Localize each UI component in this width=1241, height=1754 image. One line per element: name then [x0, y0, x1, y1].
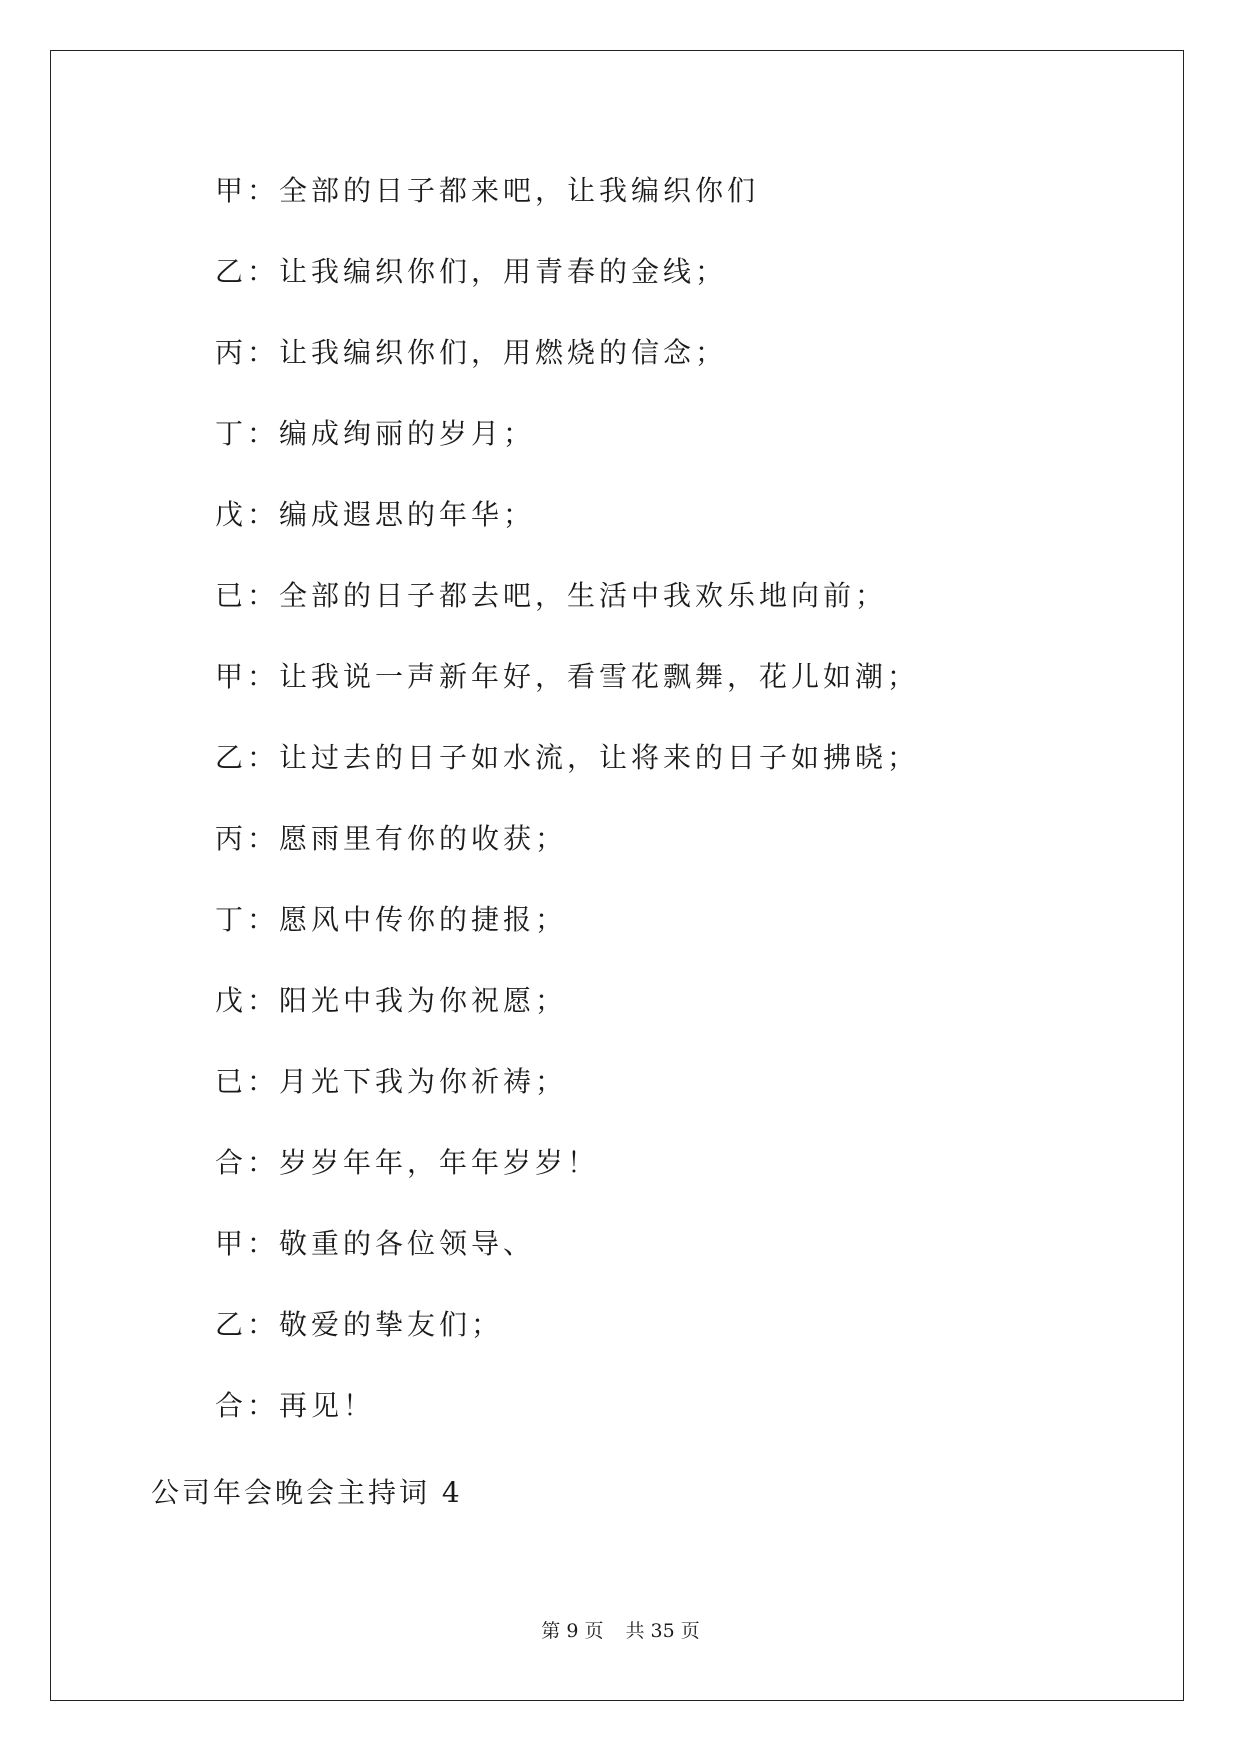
line-text: ：让我编织你们，用青春的金线；	[247, 255, 728, 288]
line-text: ：编成遐思的年华；	[247, 498, 536, 531]
line-text: ：岁岁年年，年年岁岁！	[247, 1146, 600, 1179]
line-text: ：让我说一声新年好，看雪花飘舞，花儿如潮；	[247, 660, 920, 693]
page-number: 第 9 页	[541, 1620, 604, 1642]
line-text: ：全部的日子都来吧，让我编织你们	[247, 174, 760, 207]
line-text: ：全部的日子都去吧，生活中我欢乐地向前；	[247, 579, 888, 612]
speaker-label: 乙	[215, 1308, 248, 1341]
speaker-label: 已	[215, 1065, 248, 1098]
line-text: ：月光下我为你祈祷；	[247, 1065, 568, 1098]
dialogue-line	[215, 818, 919, 899]
dialogue-line	[215, 413, 919, 494]
speaker-label: 已	[215, 579, 248, 612]
dialogue-line	[215, 1304, 919, 1385]
speaker-label: 丙	[215, 336, 248, 369]
dialogue-line	[215, 251, 919, 332]
dialogue-line	[215, 332, 919, 413]
speaker-label: 丁	[215, 417, 248, 450]
speaker-label: 甲	[215, 660, 248, 693]
speaker-label: 乙	[215, 255, 248, 288]
dialogue-line	[215, 1385, 919, 1466]
dialogue-line	[215, 494, 919, 575]
speaker-label: 合	[215, 1389, 248, 1422]
speaker-label: 甲	[215, 174, 248, 207]
dialogue-line	[215, 170, 919, 251]
dialogue-line	[215, 1223, 919, 1304]
speaker-label: 戊	[215, 984, 248, 1017]
line-text: ：愿雨里有你的收获；	[247, 822, 568, 855]
speaker-label: 丁	[215, 903, 248, 936]
section-heading: 公司年会晚会主持词 4	[151, 1476, 463, 1509]
line-text: ：愿风中传你的捷报；	[247, 903, 568, 936]
line-text: ：让我编织你们，用燃烧的信念；	[247, 336, 728, 369]
speaker-label: 乙	[215, 741, 248, 774]
speaker-label: 丙	[215, 822, 248, 855]
speaker-label: 甲	[215, 1227, 248, 1260]
line-text: ：让过去的日子如水流，让将来的日子如拂晓；	[247, 741, 920, 774]
dialogue-line	[215, 656, 919, 737]
page-footer	[0, 1618, 1241, 1644]
page-total: 共 35 页	[625, 1620, 700, 1642]
dialogue-line	[215, 1061, 919, 1142]
line-text: ：敬重的各位领导、	[247, 1227, 536, 1260]
line-text: ：再见！	[247, 1389, 376, 1422]
line-text: ：编成绚丽的岁月；	[247, 417, 536, 450]
dialogue-line	[215, 575, 919, 656]
dialogue-list	[215, 170, 919, 1466]
speaker-label: 合	[215, 1146, 248, 1179]
line-text: ：敬爱的挚友们；	[247, 1308, 504, 1341]
dialogue-line	[215, 1142, 919, 1223]
line-text: ：阳光中我为你祝愿；	[247, 984, 568, 1017]
dialogue-line	[215, 899, 919, 980]
dialogue-line	[215, 737, 919, 818]
speaker-label: 戊	[215, 498, 248, 531]
dialogue-line	[215, 980, 919, 1061]
